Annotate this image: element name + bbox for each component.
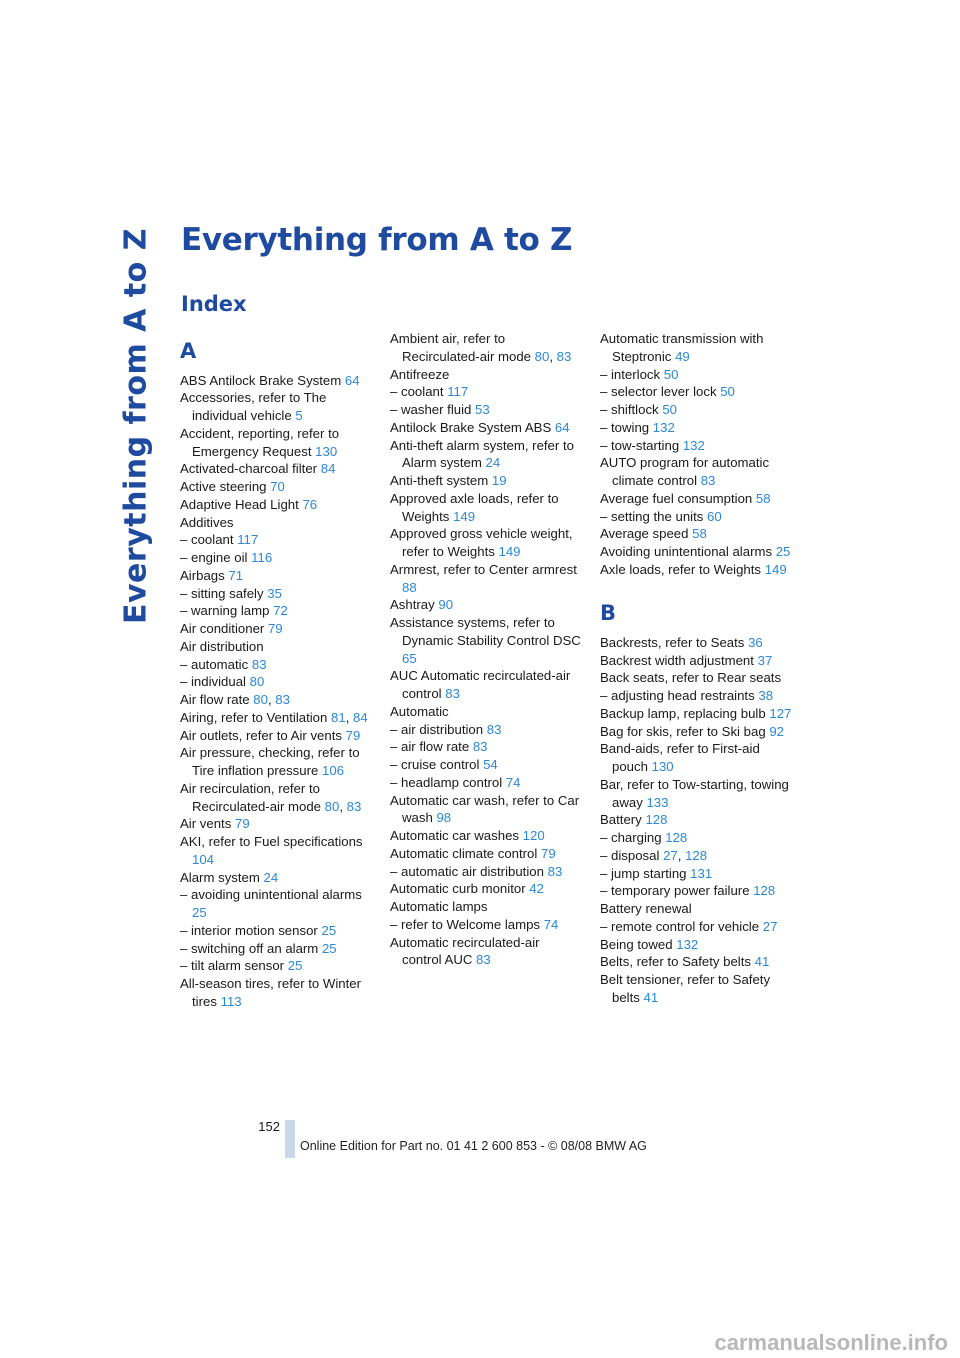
page-reference-link[interactable]: 27 [663,847,678,863]
page-reference-link[interactable]: 128 [753,883,776,899]
side-title: Everything from A to Z [118,228,154,624]
index-entry [600,454,796,490]
index-entry-text: AKI, refer to Fuel specifications [180,834,363,849]
index-entry-text: – air flow rate [390,739,470,755]
index-entry [390,525,582,561]
index-entry [180,602,372,620]
page-reference-link[interactable]: 83 [486,721,502,737]
page-reference-link[interactable]: 38 [758,688,774,703]
index-entry-text: Air pressure, checking, refer to Tire inflation pressure [180,745,360,778]
index-entry-text: Belts, refer to Safety belts [600,954,751,970]
index-entry [390,756,582,774]
page-reference-link[interactable]: 54 [483,757,498,772]
page-reference-link[interactable]: 83 [700,473,716,488]
index-entry-text: Back seats, refer to Rear seats [600,670,782,686]
page-reference-link[interactable]: 79 [267,621,283,636]
page-reference-link[interactable]: 79 [541,845,556,861]
page-reference-link[interactable]: 130 [315,443,338,459]
index-entry [600,829,796,847]
page-reference-link[interactable]: 80 [253,692,268,707]
index-entry [600,971,796,1007]
page-reference-link[interactable]: 42 [529,881,544,897]
index-entry-text: Automatic car wash, refer to Car wash [390,792,580,826]
index-entry-text: Airbags [180,567,225,583]
index-entry-text: – air distribution [390,721,484,737]
page-reference-link[interactable]: 81 [331,709,346,725]
index-entry [390,667,582,703]
index-entry-text: – engine oil [180,550,248,565]
index-entry [600,723,796,741]
index-letter-a: A [180,339,197,363]
page-reference-link[interactable]: 130 [651,759,674,774]
index-entry [390,880,582,898]
page-reference-link[interactable]: 74 [543,916,559,932]
index-entry-text: – warning lamp [180,603,270,619]
index-entry-text: Battery renewal [600,901,692,916]
page-reference-link[interactable]: 80 [534,348,550,364]
index-entry [600,900,796,918]
page-reference-link[interactable]: 83 [472,739,488,755]
index-entry-text: – headlamp control [390,774,503,790]
page-title: Everything from A to Z [181,222,573,258]
index-entry [390,934,582,970]
index-entry-text: Accident, reporting, refer to Emergency Request [180,425,340,459]
index-entry [180,372,372,390]
page-reference-link[interactable]: 53 [475,402,490,417]
index-entry-text: Air vents [180,816,232,832]
index-entry: Airing, refer to Ventilation 81, 84 [180,709,368,725]
index-entry-text: – refer to Welcome lamps [390,916,541,932]
index-entry [180,727,372,745]
index-entry-text: AUC Automatic recirculated-air control [390,668,571,701]
index-entry [600,383,796,401]
index-entry-text: Antilock Brake System ABS [390,419,552,435]
index-entry [180,922,372,940]
index-entry-text: Additives [180,514,234,530]
index-entry-text: Ambient air, refer to Recirculated-air mode [390,331,531,364]
page-reference-link[interactable]: 83 [346,798,362,814]
index-entry [600,437,796,455]
index-entry [180,940,372,958]
index-entry-text: Air recirculation, refer to Recirculated-air mode [180,780,321,814]
index-entry [180,869,372,887]
index-entry-text: Automatic climate control [390,845,538,861]
index-entry [600,811,796,829]
index-entry-text: Ashtray [390,597,435,613]
page-reference-link[interactable]: 36 [748,634,763,650]
page-reference-link[interactable]: 58 [755,490,771,506]
index-entry-text: – jump starting [600,865,687,881]
index-entry [180,478,372,496]
index-entry [600,508,796,526]
index-letter-b: B [600,601,617,626]
index-entry [390,383,582,401]
index-entry [600,882,796,900]
index-entry [600,652,796,670]
index-entry [600,918,796,936]
index-entry [180,673,372,691]
index-entry-text: – cruise control [390,757,480,772]
index-column-2 [390,330,582,969]
index-entry-text: Air distribution [180,638,264,654]
index-entry [180,389,372,425]
index-entry-text: Armrest, refer to Center armrest [390,561,577,577]
index-entry [390,703,582,721]
index-entry-text: – sitting safely [180,585,264,601]
index-entry-text: Automatic [390,703,449,719]
index-entry-text: Approved gross vehicle weight, refer to Weights [390,526,573,559]
index-entry-text: Band-aids, refer to First-aid pouch [600,741,760,774]
index-entry: Ambient air, refer to Recirculated-air mode 80, 83 [390,331,572,364]
page-reference-link[interactable]: 25 [287,958,303,974]
index-entry [390,472,582,490]
index-column-1 [180,330,372,1011]
index-entry-text: – individual [180,674,246,690]
index-entry [390,366,582,384]
index-entry [180,620,372,638]
index-entry [180,567,372,585]
index-entry-text: Average fuel consumption [600,490,753,506]
index-entry-text: AUTO program for automatic climate control [600,455,770,488]
index-entry [390,898,582,916]
page-reference-link[interactable]: 35 [267,585,282,601]
page-reference-link[interactable]: 117 [447,384,469,400]
index-entry-text: Assistance systems, refer to Dynamic Stability Control DSC [390,615,581,648]
index-column-3 [600,330,796,1007]
page-reference-link[interactable]: 106 [321,763,344,778]
index-entry-text: – adjusting head restraints [600,688,755,703]
index-entry [600,419,796,437]
page-reference-link[interactable]: 50 [662,402,677,417]
index-entry-text: ABS Antilock Brake System [180,372,342,388]
index-entry-text: Axle loads, refer to Weights [600,561,762,577]
page-reference-link[interactable]: 128 [645,812,668,828]
index-entry [390,437,582,473]
page-reference-link[interactable]: 19 [491,473,507,488]
index-entry-text: – coolant [180,532,234,548]
index-entry [600,740,796,776]
index-entry-text: Air conditioner [180,621,265,636]
index-entry: – disposal 27, 128 [600,847,708,863]
index-entry [180,638,372,656]
page-reference-link[interactable]: 92 [769,723,784,739]
page-reference-link[interactable]: 24 [263,869,279,885]
footer-bar [285,1120,295,1158]
index-entry [390,827,582,845]
page-reference-link[interactable]: 120 [522,828,545,843]
index-entry-text: Automatic curb monitor [390,881,526,897]
index-entry [390,596,582,614]
page-reference-link[interactable]: 5 [295,408,303,423]
page-reference-link[interactable]: 50 [720,384,735,400]
page-reference-link[interactable]: 127 [769,705,792,721]
index-entry [600,525,796,543]
page-reference-link[interactable]: 41 [754,954,770,970]
index-entry [390,863,582,881]
page-reference-link[interactable]: 149 [498,544,521,559]
index-entry [600,543,796,561]
index-entry-text: – selector lever lock [600,384,717,400]
page-reference-link[interactable]: 83 [445,686,460,701]
index-entry-text: Backrest width adjustment [600,652,754,668]
page-reference-link[interactable]: 98 [436,810,452,826]
index-entry-text: Antifreeze [390,366,450,382]
page-reference-link[interactable]: 60 [707,508,722,524]
index-entry [600,936,796,954]
index-entry-text: – towing [600,419,650,435]
index-entry-text: Anti-theft alarm system, refer to Alarm system [390,437,574,471]
page-reference-link[interactable]: 37 [757,652,773,668]
page-reference-link[interactable]: 58 [692,526,707,542]
page-reference-link[interactable]: 131 [690,865,713,881]
index-entry-text: – interlock [600,366,661,382]
index-entry [180,815,372,833]
page-reference-link[interactable]: 79 [345,727,361,743]
page-reference-link[interactable]: 149 [764,561,787,577]
index-entry-text: – disposal [600,847,660,863]
page-reference-link[interactable]: 83 [556,348,572,364]
page-reference-link[interactable]: 113 [220,993,242,1009]
index-entry-text: – temporary power failure [600,883,750,899]
index-entry [390,792,582,828]
index-entry [180,975,372,1011]
index-entry-text: – washer fluid [390,402,472,417]
index-entry-text: Approved axle loads, refer to Weights [390,490,559,524]
index-entry-text: Air outlets, refer to Air vents [180,727,342,743]
page-reference-link[interactable]: 80 [324,798,340,814]
index-entry-text: Accessories, refer to The individual vehicle [180,390,327,423]
page-reference-link[interactable]: 84 [320,461,336,477]
index-entry [390,845,582,863]
page-reference-link[interactable]: 64 [344,372,360,388]
index-entry [600,705,796,723]
index-entry [600,687,796,705]
index-entry [600,490,796,508]
page-reference-link[interactable]: 90 [438,597,454,613]
page-reference-link[interactable]: 128 [665,830,688,845]
page-reference-link[interactable]: 83 [251,656,267,672]
index-entry [180,656,372,674]
index-entry-text: – interior motion sensor [180,922,318,938]
page-reference-link[interactable]: 80 [249,674,265,690]
index-entry-text: Automatic lamps [390,899,488,914]
index-entry [600,561,796,579]
page-reference-link[interactable]: 117 [237,532,259,548]
page-reference-link[interactable]: 104 [192,851,215,867]
page-reference-link[interactable]: 83 [547,863,563,879]
page-reference-link[interactable]: 65 [402,650,417,666]
index-entry-text: All-season tires, refer to Winter tires [180,976,362,1009]
index-entry [180,531,372,549]
index-entry [390,774,582,792]
index-entry [390,561,582,597]
index-entry-text: Alarm system [180,869,260,885]
index-entry [600,401,796,419]
page-reference-link[interactable]: 24 [485,455,501,471]
page-reference-link[interactable]: 70 [270,479,285,494]
page-reference-link[interactable]: 83 [275,692,290,707]
index-entry [180,744,372,780]
index-entry [600,953,796,971]
index-entry: Air recirculation, refer to Recirculated-air mode 80, 83 [180,780,362,814]
index-entry-text: Average speed [600,526,689,542]
index-entry-text: Active steering [180,479,267,494]
page-reference-link[interactable]: 84 [353,709,368,725]
index-entry-text: Airing, refer to Ventilation [180,709,328,725]
index-entry-text: – coolant [390,384,444,400]
index-entry-text: Bar, refer to Tow-starting, towing away [600,776,789,810]
index-entry [180,957,372,975]
index-entry-text: – setting the units [600,508,704,524]
index-entry-text: Automatic recirculated-air control AUC [390,934,540,968]
page-reference-link[interactable]: 25 [321,940,337,956]
index-entry-text: – tilt alarm sensor [180,958,285,974]
page-reference-link[interactable]: 128 [685,847,708,863]
index-entry-text: Backup lamp, replacing bulb [600,705,766,721]
index-entry-text: Automatic car washes [390,828,519,843]
page-reference-link[interactable]: 132 [676,936,699,952]
page-reference-link[interactable]: 72 [273,603,288,619]
page-reference-link[interactable]: 132 [652,419,675,435]
page-reference-link[interactable]: 133 [646,794,669,810]
page-reference-link[interactable]: 25 [775,544,791,559]
index-entry [390,419,582,437]
index-entry-text: – charging [600,830,662,845]
index-entry [390,916,582,934]
index-entry [390,401,582,419]
index-entry [390,490,582,526]
index-entry [180,460,372,478]
page-reference-link[interactable]: 49 [675,348,690,364]
page-reference-link[interactable]: 149 [453,508,476,524]
index-entry-text: – remote control for vehicle [600,918,760,934]
index-entry [600,634,796,652]
footer-text: Online Edition for Part no. 01 41 2 600 853 - © 08/08 BMW AG [300,1139,647,1153]
page-reference-link[interactable]: 25 [321,922,337,938]
index-entry [600,865,796,883]
index-entry-text: Battery [600,812,642,828]
index-entry-text: – avoiding unintentional alarms [180,887,362,903]
index-entry [390,738,582,756]
page-reference-link[interactable]: 71 [228,567,244,583]
index-entry [180,585,372,603]
page-reference-link[interactable]: 88 [402,579,417,595]
page-reference-link[interactable]: 27 [762,918,778,934]
index-entry-text: Avoiding unintentional alarms [600,544,773,559]
index-entry-text: – tow-starting [600,437,680,453]
page-reference-link[interactable]: 41 [643,989,659,1005]
index-entry [600,776,796,812]
watermark: carmanualsonline.info [714,1330,948,1355]
index-entry [180,833,372,869]
index-entry-text: Air flow rate [180,692,250,707]
page-reference-link[interactable]: 50 [663,366,679,382]
index-entry-text: Being towed [600,936,673,952]
page-reference-link[interactable]: 76 [302,496,318,512]
page-reference-link[interactable]: 132 [682,437,705,453]
index-entry-text: Automatic transmission with Steptronic [600,331,764,364]
index-entry [180,549,372,567]
index-entry-text: Anti-theft system [390,473,489,488]
index-entry-text: Belt tensioner, refer to Safety belts [600,972,771,1005]
index-entry-text: – automatic air distribution [390,863,544,879]
index-entry-text: Bag for skis, refer to Ski bag [600,723,766,739]
index-entry [600,366,796,384]
index-entry-text: Backrests, refer to Seats [600,634,745,650]
index-entry [600,330,796,366]
index-entry [600,669,796,687]
page-reference-link[interactable]: 74 [505,774,521,790]
index-entry-text: – automatic [180,656,249,672]
index-entry [180,425,372,461]
index-entry-text: – shiftlock [600,402,659,417]
section-title: Index [181,292,247,316]
index-entry [180,886,372,922]
page-number: 152 [258,1119,280,1134]
index-entry-text: Adaptive Head Light [180,496,299,512]
index-entry [180,514,372,532]
page-reference-link[interactable]: 64 [554,419,570,435]
index-entry [390,721,582,739]
page-reference-link[interactable]: 79 [234,816,250,832]
page-reference-link[interactable]: 83 [476,952,491,968]
page-reference-link[interactable]: 116 [251,550,273,565]
index-entry-text: Activated-charcoal filter [180,461,318,477]
index-entry: Air flow rate 80, 83 [180,692,290,707]
index-entry-text: – switching off an alarm [180,940,319,956]
index-entry [180,496,372,514]
index-entry [390,614,582,667]
page-reference-link[interactable]: 25 [192,905,207,920]
